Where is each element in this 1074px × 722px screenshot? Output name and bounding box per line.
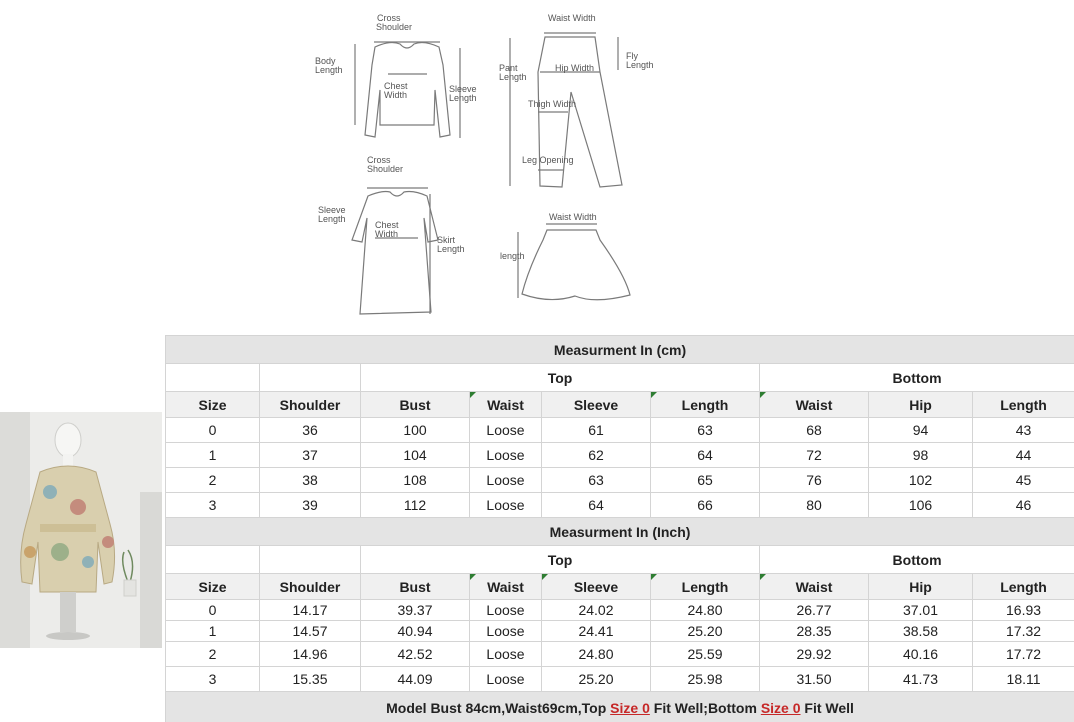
cell: 44 [973, 443, 1074, 468]
dress-sleeve-length-label-2: Length [318, 214, 346, 224]
cell: Loose [470, 642, 542, 667]
cell: Loose [470, 443, 542, 468]
cell: 25.98 [651, 667, 760, 692]
cell: 64 [651, 443, 760, 468]
empty-cell [166, 364, 260, 392]
top-sleeve-length-label-1: Sleeve [449, 84, 477, 94]
fit-note-text-1: Model Bust 84cm,Waist69cm,Top [386, 700, 611, 716]
pants-fly-length-label-2: Length [626, 60, 654, 70]
cell: 112 [361, 493, 470, 518]
cell: 68 [760, 418, 869, 443]
dress-cross-shoulder-label-1: Cross [367, 155, 391, 165]
cm-group-bottom: Bottom [760, 364, 1074, 392]
inch-table-row [166, 642, 1074, 667]
top-chest-width-label-1: Chest [384, 81, 408, 91]
top-body-length-label-2: Length [315, 65, 343, 75]
cm-header-size: Size [166, 392, 260, 418]
cell: 72 [760, 443, 869, 468]
inch-header-hip: Hip [869, 574, 973, 600]
inch-table-row [166, 621, 1074, 642]
comment-marker [470, 574, 476, 580]
cell: Loose [470, 621, 542, 642]
cell: 26.77 [760, 600, 869, 621]
empty-cell [166, 546, 260, 574]
cell: 102 [869, 468, 973, 493]
pants-leg-opening-label: Leg Opening [522, 155, 574, 165]
inch-header-bottom-length: Length [973, 574, 1074, 600]
inch-title-row [166, 518, 1074, 546]
inch-header-length [651, 574, 760, 600]
inch-header-size: Size [166, 574, 260, 600]
fit-note [166, 692, 1074, 722]
top-sleeve-length-label-2: Length [449, 93, 477, 103]
dress-skirt-length-label-1: Skirt [437, 235, 455, 245]
inch-header-bottom-waist [760, 574, 869, 600]
cm-table-row [166, 418, 1074, 443]
cell: 65 [651, 468, 760, 493]
cell: 42.52 [361, 642, 470, 667]
inch-header-waist [470, 574, 542, 600]
cell: 17.72 [973, 642, 1074, 667]
inch-header-sleeve-label: Sleeve [573, 578, 619, 595]
fit-note-text-3: Fit Well [800, 700, 854, 716]
cell: 39.37 [361, 600, 470, 621]
cell: 64 [542, 493, 651, 518]
cell: 18.11 [973, 667, 1074, 692]
fit-note-text-2: Fit Well;Bottom [649, 700, 761, 716]
cm-header-bottom-waist-label: Waist [795, 396, 833, 413]
inch-group-top: Top [361, 546, 760, 574]
cell: 14.96 [260, 642, 361, 667]
cell: 15.35 [260, 667, 361, 692]
cell: 14.57 [260, 621, 361, 642]
cell: 2 [166, 642, 260, 667]
cell: 24.41 [542, 621, 651, 642]
cell: 37 [260, 443, 361, 468]
cell: Loose [470, 493, 542, 518]
pants-hip-width-label: Hip Width [555, 63, 595, 73]
pants-waist-width-label: Waist Width [548, 13, 596, 23]
cell: 1 [166, 621, 260, 642]
inch-header-bottom-waist-label: Waist [795, 578, 833, 595]
cell: Loose [470, 468, 542, 493]
cell: 25.20 [542, 667, 651, 692]
comment-marker [651, 574, 657, 580]
inch-table-row [166, 667, 1074, 692]
cell: 38.58 [869, 621, 973, 642]
dress-cross-shoulder-label-2: Shoulder [367, 164, 404, 174]
cm-header-sleeve: Sleeve [542, 392, 651, 418]
cell: 24.80 [651, 600, 760, 621]
pants-fly-length-label-1: Fly [626, 51, 638, 61]
empty-cell [260, 364, 361, 392]
cm-header-shoulder: Shoulder [260, 392, 361, 418]
cm-group-row [166, 364, 1074, 392]
model-photo [0, 412, 162, 648]
cell: 14.17 [260, 600, 361, 621]
cell: 36 [260, 418, 361, 443]
cell: 16.93 [973, 600, 1074, 621]
cm-group-top: Top [361, 364, 760, 392]
cell: Loose [470, 418, 542, 443]
inch-header-waist-label: Waist [487, 578, 524, 595]
cell: 37.01 [869, 600, 973, 621]
cell: 108 [361, 468, 470, 493]
inch-section-title: Measurment In (Inch) [166, 518, 1074, 546]
cell: 46 [973, 493, 1074, 518]
cell: 94 [869, 418, 973, 443]
inch-group-row [166, 546, 1074, 574]
cell: 40.16 [869, 642, 973, 667]
cell: 106 [869, 493, 973, 518]
cell: 100 [361, 418, 470, 443]
top-body-length-label-1: Body [315, 56, 336, 66]
dress-chest-width-label-2: Width [375, 229, 399, 239]
cm-table-row [166, 468, 1074, 493]
cm-header-waist-label: Waist [487, 396, 524, 413]
cell: 31.50 [760, 667, 869, 692]
dress-sleeve-length-label-1: Sleeve [318, 205, 346, 215]
skirt-waist-width-label: Waist Width [549, 212, 597, 222]
cm-table-row [166, 493, 1074, 518]
mannequin-image [0, 412, 162, 648]
comment-marker [542, 574, 548, 580]
cell: 29.92 [760, 642, 869, 667]
cell: 44.09 [361, 667, 470, 692]
cell: 80 [760, 493, 869, 518]
cm-title-row [166, 336, 1074, 364]
bottom-size-highlight: Size 0 [760, 700, 801, 716]
cm-header-hip: Hip [869, 392, 973, 418]
cm-header-waist [470, 392, 542, 418]
cell: 24.02 [542, 600, 651, 621]
inch-table-row [166, 600, 1074, 621]
empty-cell [260, 546, 361, 574]
cell: 0 [166, 418, 260, 443]
cell: 43 [973, 418, 1074, 443]
inch-header-sleeve [542, 574, 651, 600]
cell: 63 [542, 468, 651, 493]
cell: 39 [260, 493, 361, 518]
pants-pant-length-label-2: Length [499, 72, 527, 82]
cm-header-length-label: Length [681, 396, 729, 413]
inch-header-bust: Bust [361, 574, 470, 600]
pants-pant-length-label-1: Pant [499, 63, 518, 73]
cell: 66 [651, 493, 760, 518]
cm-header-length [651, 392, 760, 418]
skirt-length-label: length [500, 251, 525, 261]
cm-header-bottom-length: Length [973, 392, 1074, 418]
cm-table-row [166, 443, 1074, 468]
cell: 45 [973, 468, 1074, 493]
cell: 41.73 [869, 667, 973, 692]
cm-header-row [166, 392, 1074, 418]
cell: 40.94 [361, 621, 470, 642]
top-chest-width-label-2: Width [384, 90, 408, 100]
fit-note-row [166, 692, 1074, 722]
cell: 24.80 [542, 642, 651, 667]
cm-header-bottom-waist [760, 392, 869, 418]
comment-marker [651, 392, 657, 398]
measurement-diagram [300, 0, 680, 335]
cell: 28.35 [760, 621, 869, 642]
cell: 3 [166, 493, 260, 518]
cell: 62 [542, 443, 651, 468]
cell: 25.20 [651, 621, 760, 642]
comment-marker [470, 392, 476, 398]
cell: 76 [760, 468, 869, 493]
cell: 3 [166, 667, 260, 692]
top-cross-shoulder-label-1: Cross [377, 13, 401, 23]
pants-thigh-width-label: Thigh Width [528, 99, 577, 109]
cell: 17.32 [973, 621, 1074, 642]
cell: 38 [260, 468, 361, 493]
cell: Loose [470, 667, 542, 692]
measurement-diagram-drawing [300, 0, 680, 335]
inch-header-length-label: Length [681, 578, 729, 595]
cell: Loose [470, 600, 542, 621]
inch-header-shoulder: Shoulder [260, 574, 361, 600]
cell: 0 [166, 600, 260, 621]
inch-group-bottom: Bottom [760, 546, 1074, 574]
cell: 25.59 [651, 642, 760, 667]
comment-marker [760, 574, 766, 580]
size-chart-table [165, 335, 1074, 722]
inch-header-row [166, 574, 1074, 600]
dress-skirt-length-label-2: Length [437, 244, 465, 254]
cm-section-title: Measurment In (cm) [166, 336, 1074, 364]
dress-chest-width-label-1: Chest [375, 220, 399, 230]
comment-marker [760, 392, 766, 398]
cell: 63 [651, 418, 760, 443]
cell: 104 [361, 443, 470, 468]
cm-header-bust: Bust [361, 392, 470, 418]
cell: 1 [166, 443, 260, 468]
top-size-highlight: Size 0 [610, 700, 650, 716]
cell: 61 [542, 418, 651, 443]
cell: 2 [166, 468, 260, 493]
top-cross-shoulder-label-2: Shoulder [376, 22, 413, 32]
cell: 98 [869, 443, 973, 468]
